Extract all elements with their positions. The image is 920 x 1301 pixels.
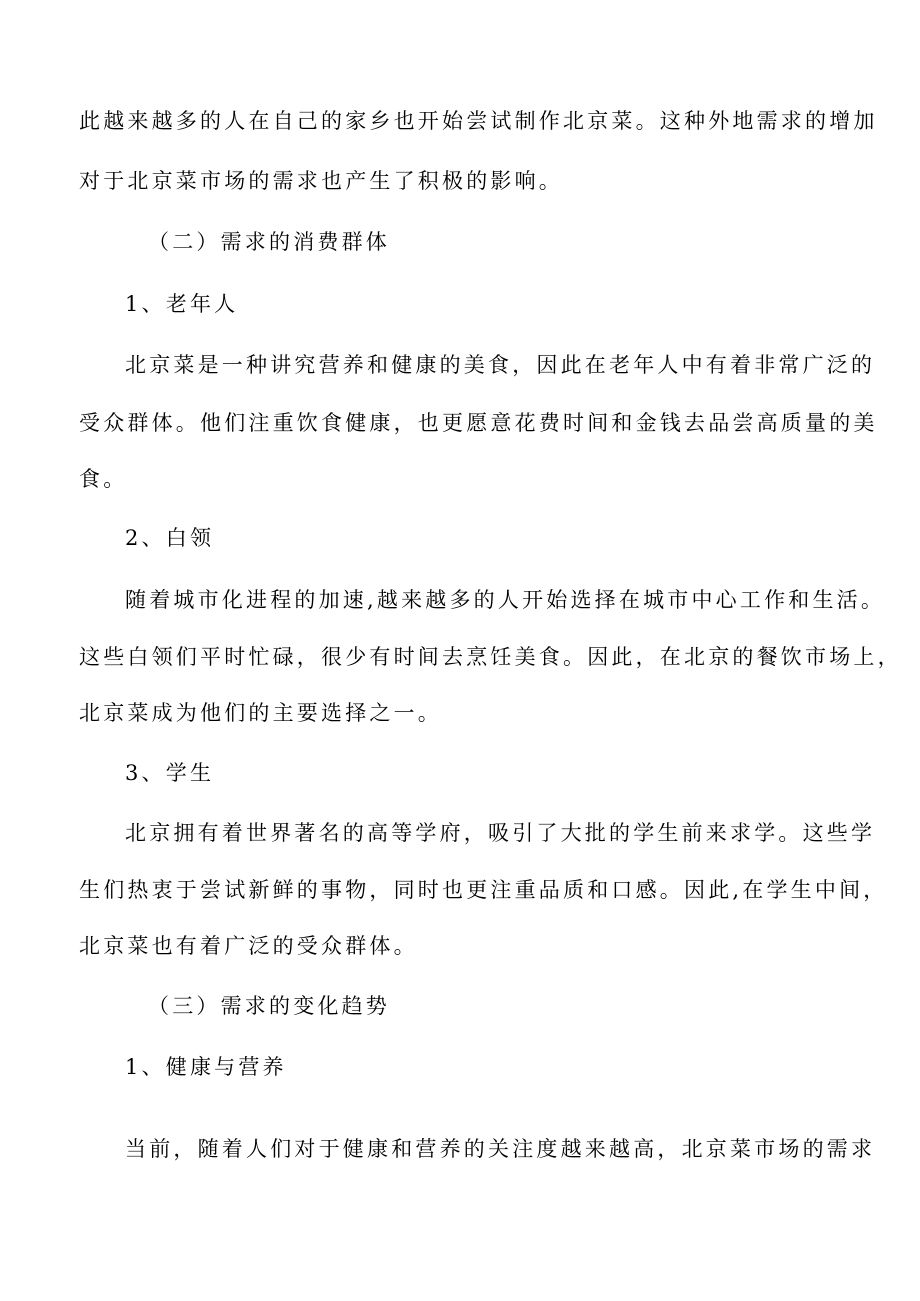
paragraph-line: 北京拥有着世界著名的高等学府，吸引了大批的学生前来求学。这些学 bbox=[125, 821, 876, 845]
paragraph-line: 随着城市化进程的加速,越来越多的人开始选择在城市中心工作和生活。 bbox=[125, 588, 886, 612]
paragraph-line: 当前，随着人们对于健康和营养的关注度越来越高，北京菜市场的需求 bbox=[125, 1137, 876, 1161]
subsection-title: 2、白领 bbox=[125, 526, 215, 550]
section-heading: （三）需求的变化趋势 bbox=[148, 994, 390, 1018]
subsection-title: 1、老年人 bbox=[125, 292, 239, 316]
paragraph-line: 食。 bbox=[79, 467, 128, 491]
paragraph-line: 北京菜也有着广泛的受众群体。 bbox=[79, 934, 418, 958]
paragraph-line: 这些白领们平时忙碌，很少有时间去烹饪美食。因此，在北京的餐饮市场上， bbox=[79, 645, 902, 669]
paragraph-line: 生们热衷于尝试新鲜的事物，同时也更注重品质和口感。因此,在学生中间， bbox=[79, 878, 888, 902]
subsection-title: 1、健康与营养 bbox=[125, 1055, 287, 1079]
paragraph-line: 北京菜是一种讲究营养和健康的美食，因此在老年人中有着非常广泛的 bbox=[125, 353, 876, 377]
subsection-title: 3、学生 bbox=[125, 761, 215, 785]
paragraph-line: 受众群体。他们注重饮食健康，也更愿意花费时间和金钱去品尝高质量的美 bbox=[79, 411, 878, 435]
paragraph-line: 对于北京菜市场的需求也产生了积极的影响。 bbox=[79, 169, 563, 193]
paragraph-line: 此越来越多的人在自己的家乡也开始尝试制作北京菜。这种外地需求的增加 bbox=[79, 109, 878, 133]
section-heading: （二）需求的消费群体 bbox=[148, 230, 390, 254]
paragraph-line: 北京菜成为他们的主要选择之一。 bbox=[79, 701, 442, 725]
